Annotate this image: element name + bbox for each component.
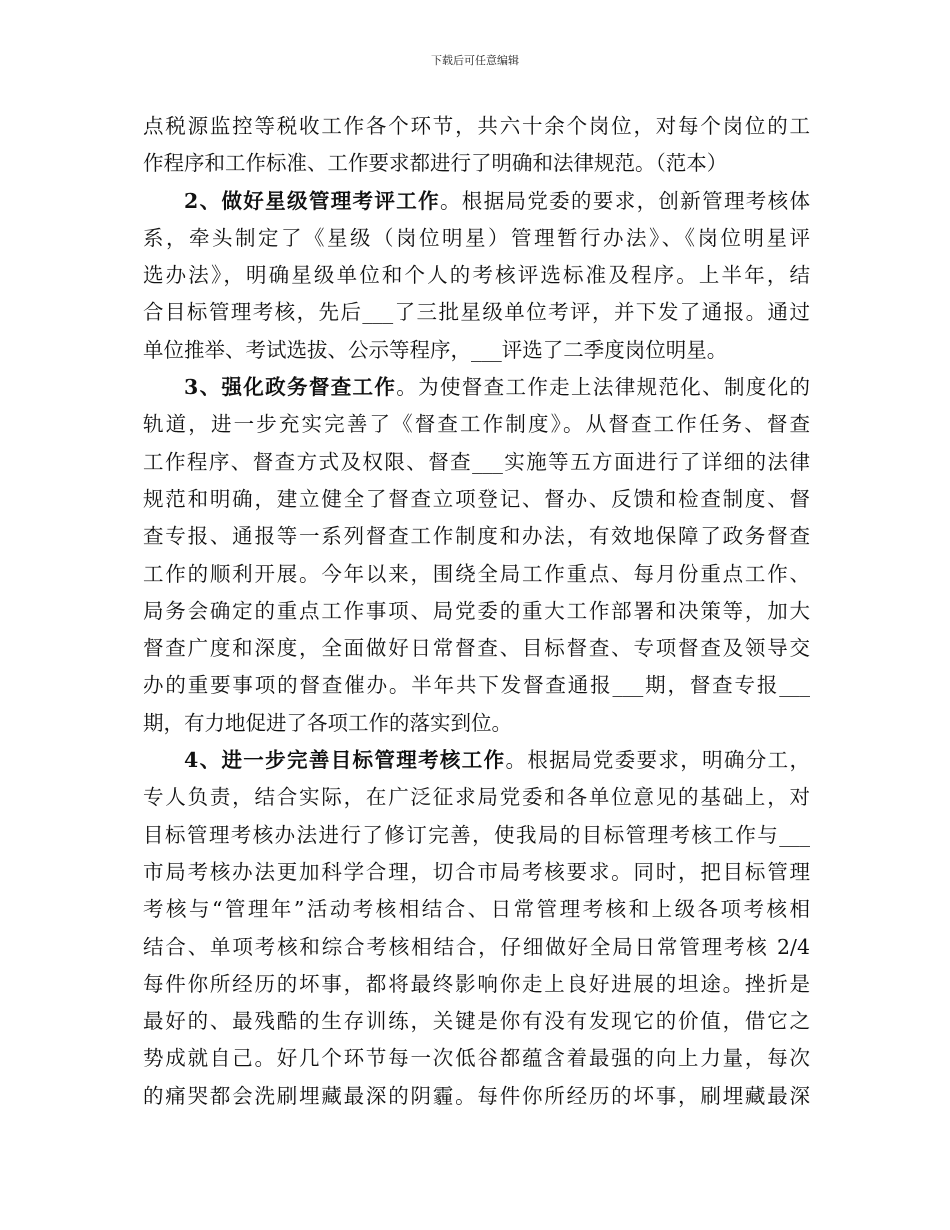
text-line: 工作程序、督查方式及权限、督查___实施等五方面进行了详细的法律 [143,449,810,474]
text-line: 势成就自己。好几个环节每一次低谷都蕴含着最强的向上力量，每次 [143,1046,810,1071]
text-line: 系，牵头制定了《星级（岗位明星）管理暂行办法》、《岗位明星评 [143,225,810,250]
text-line: 轨道，进一步充实完善了《督查工作制度》。从督查工作任务、督查 [143,412,810,437]
section-heading: 2、做好星级管理考评工作 [184,188,440,213]
text-line: 目标管理考核办法进行了修订完善，使我局的目标管理考核工作与___ [143,822,810,847]
text-line: 单位推举、考试选拔、公示等程序，___评选了二季度岗位明星。 [143,337,728,362]
text-line: 局务会确定的重点工作事项、局党委的重大工作部署和决策等，加大 [143,598,810,623]
section-heading: 3、强化政务督查工作 [184,375,397,400]
text-line: 办的重要事项的督查催办。半年共下发督查通报___期，督查专报___ [143,673,810,698]
text-line: 专人负责，结合实际，在广泛征求局党委和各单位意见的基础上，对 [143,785,810,810]
text-line: 市局考核办法更加科学合理，切合市局考核要求。同时，把目标管理 [143,859,810,884]
section-text: 。根据局党委的要求，创新管理考核体 [439,188,810,213]
page-header: 下载后可任意编辑 [431,54,519,67]
text-line: 每件你所经历的坏事，都将最终影响你走上良好进展的坦途。挫折是 [143,971,810,996]
text-line: 合目标管理考核，先后___了三批星级单位考评，并下发了通报。通过 [143,300,810,325]
text-line: 工作的顺利开展。今年以来，围绕全局工作重点、每月份重点工作、 [143,561,810,586]
text-line: 查专报、通报等一系列督查工作制度和办法，有效地保障了政务督查 [143,524,810,549]
section-4-heading-line [143,742,810,779]
text-line: 督查广度和深度，全面做好日常督查、目标督查、专项督查及领导交 [143,636,810,661]
text-line: 点税源监控等税收工作各个环节，共六十余个岗位，对每个岗位的工 [143,114,810,138]
section-3-heading-line [143,369,810,406]
text-line: 结合、单项考核和综合考核相结合，仔细做好全局日常管理考核 2/4 [143,934,810,959]
text-line: 的痛哭都会洗刷埋藏最深的阴霾。每件你所经历的坏事，刷埋藏最深 [143,1083,810,1108]
text-line: 期，有力地促进了各项工作的落实到位。 [143,710,512,735]
text-line: 规范和明确，建立健全了督查立项登记、督办、反馈和检查制度、督 [143,486,810,511]
section-text: 。根据局党委要求，明确分工， [505,748,811,773]
section-heading: 4、进一步完善目标管理考核工作 [184,748,506,773]
text-line: 选办法》，明确星级单位和个人的考核评选标准及程序。上半年，结 [143,263,810,288]
section-2-heading-line [143,183,810,220]
section-text: 。为使督查工作走上法律规范化、制度化的 [396,375,811,400]
text-line: 考核与“管理年”活动考核相结合、日常管理考核和上级各项考核相 [143,897,810,922]
text-line: 作程序和工作标准、工作要求都进行了明确和法律规范。（范本） [143,151,728,176]
document-body [143,108,810,1115]
text-line: 最好的、最残酷的生存训练，关键是你有没有发现它的价值，借它之 [143,1009,810,1034]
